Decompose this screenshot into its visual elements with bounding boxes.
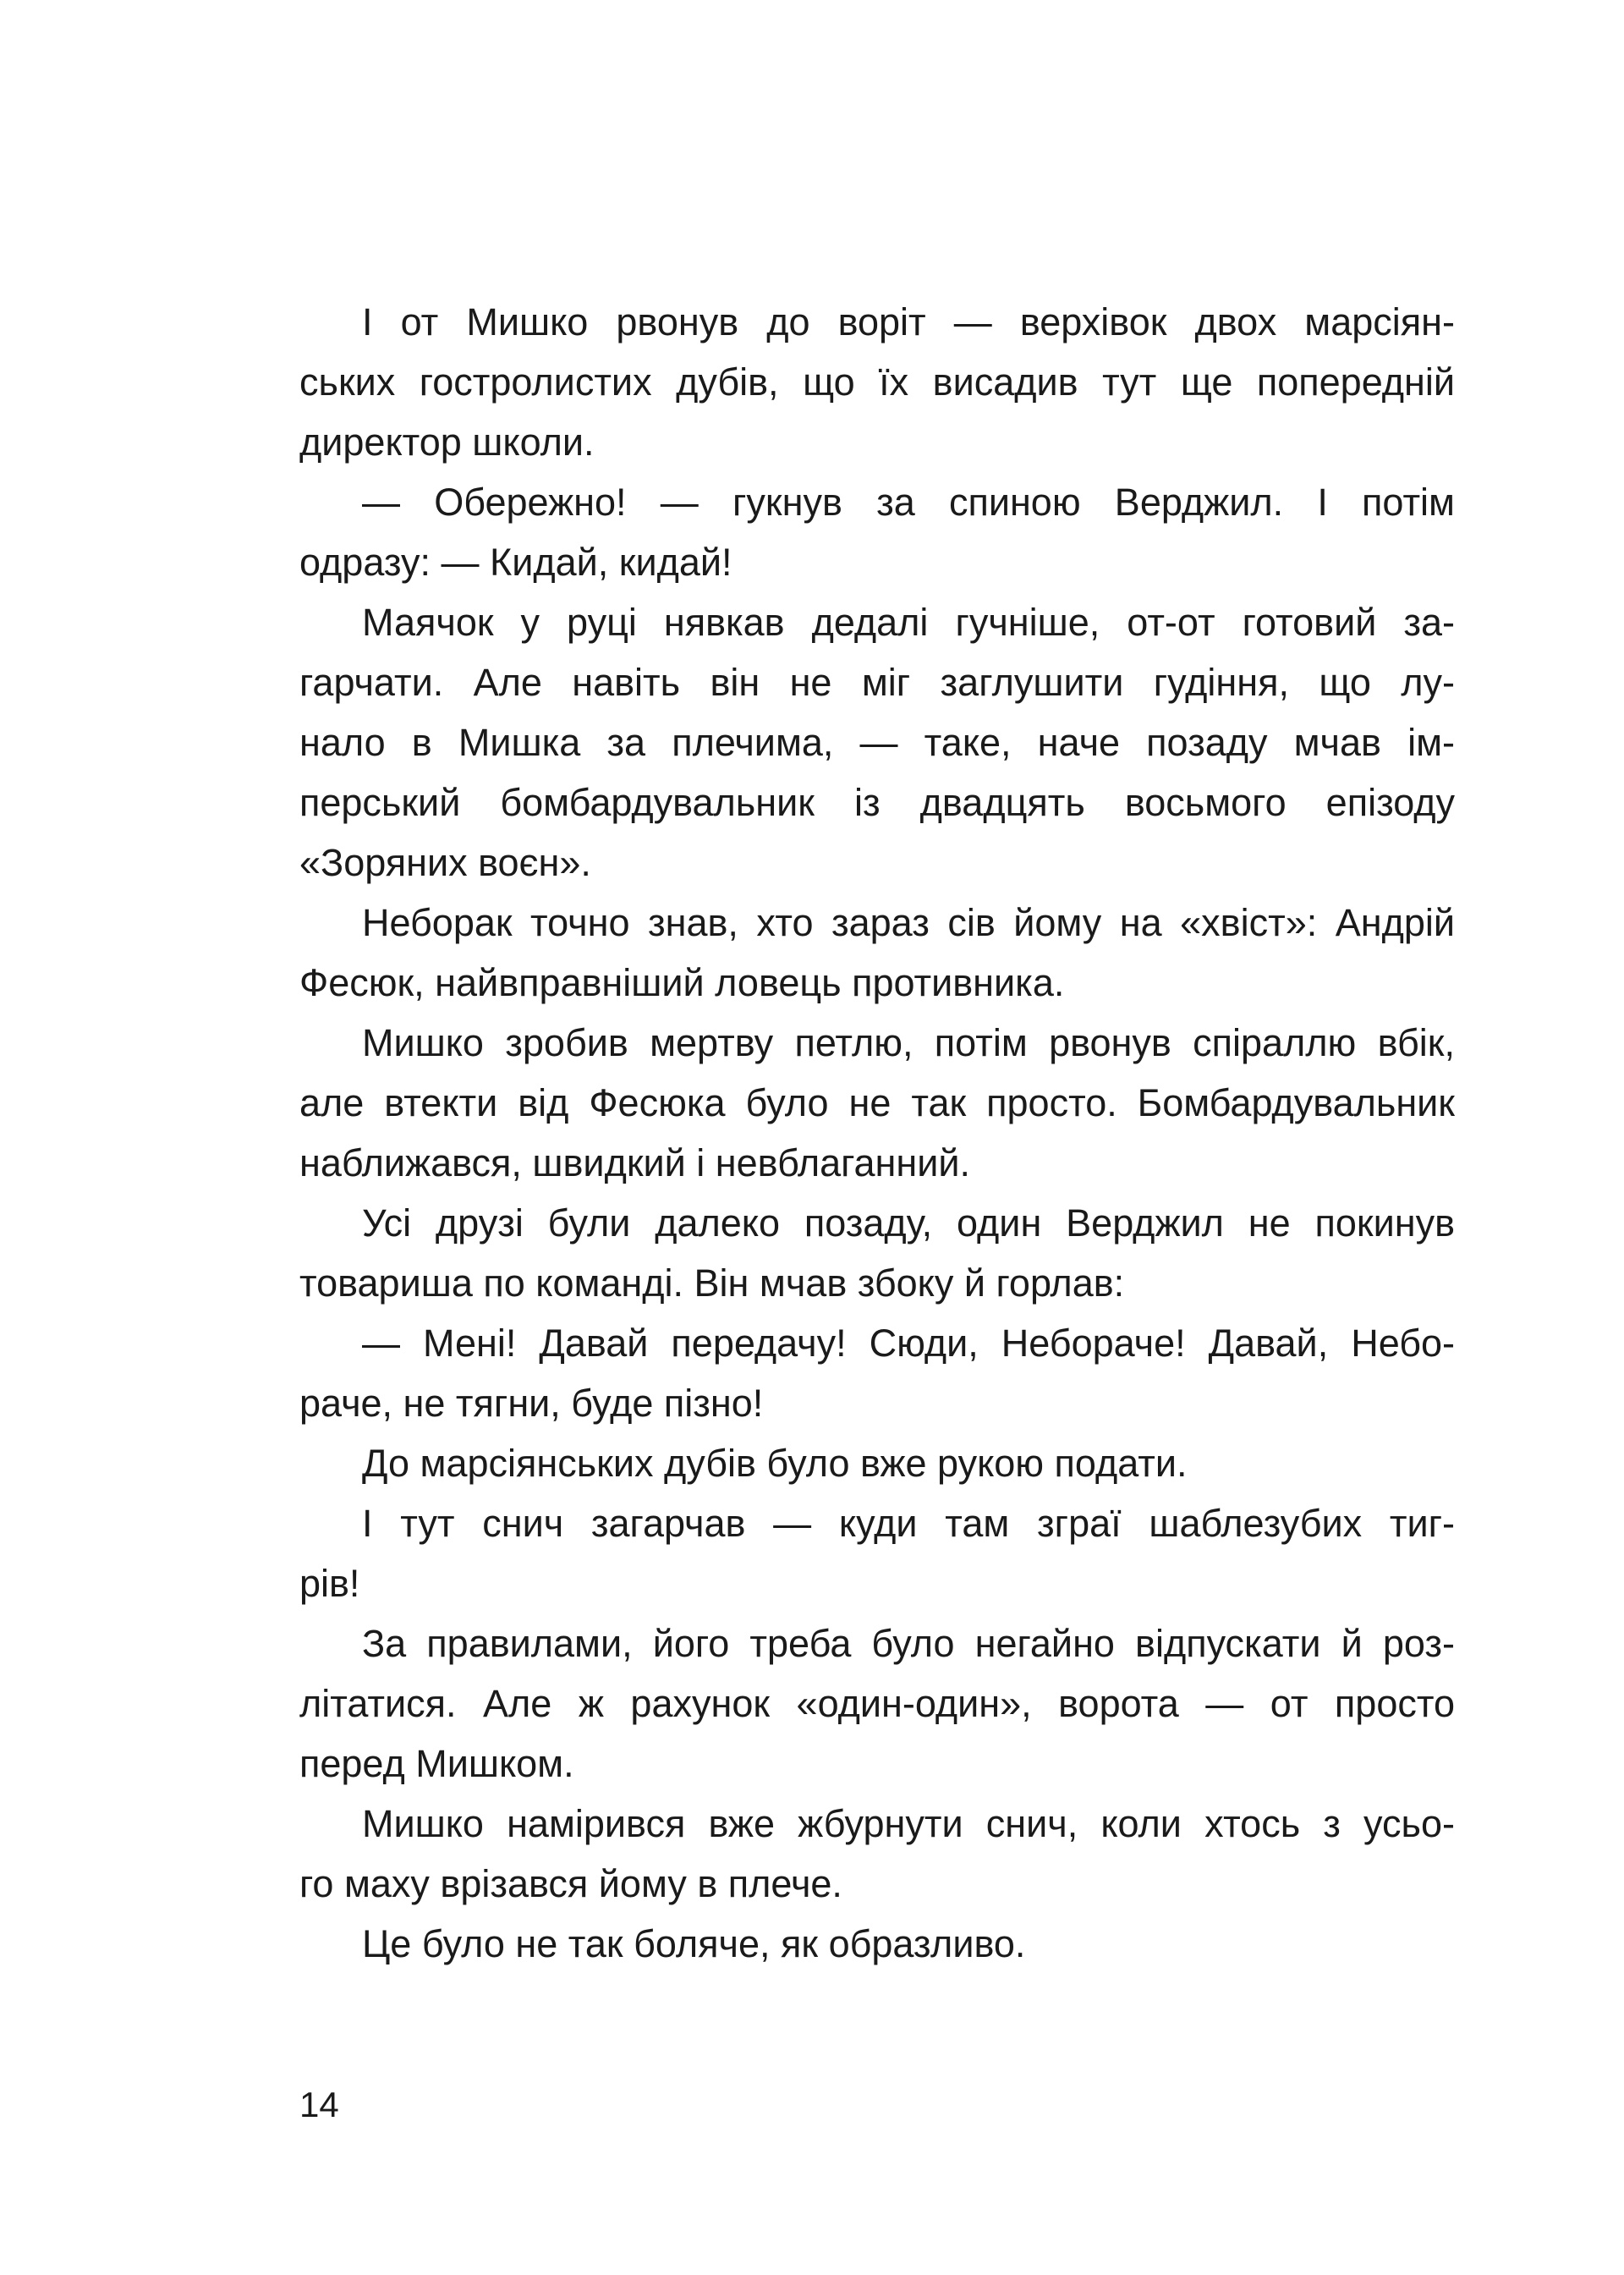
text-line: го маху врізався йому в плече.: [299, 1862, 842, 1905]
text-line: товариша по команді. Він мчав збоку й горлав:: [299, 1261, 1125, 1305]
text-line: ських гостролистих дубів, що їх висадив тут ще попередній: [299, 360, 1455, 404]
text-line: рів!: [299, 1562, 360, 1605]
text-line: перський бомбардувальник із двадцять восьмого епізоду: [299, 781, 1455, 824]
text-line: раче, не тягни, буде пізно!: [299, 1382, 764, 1425]
text-line: літатися. Але ж рахунок «один-один», ворота — от просто: [299, 1682, 1455, 1725]
text-line: До марсіянських дубів було вже рукою подати.: [362, 1442, 1188, 1485]
text-line: Неборак точно знав, хто зараз сів йому на «хвіст»: Андрій: [362, 901, 1455, 944]
text-line: За правилами, його треба було негайно відпускати й роз-: [362, 1622, 1455, 1665]
text-line: гарчати. Але навіть він не міг заглушити гудіння, що лу-: [299, 661, 1455, 704]
text-line: Маячок у руці нявкав дедалі гучніше, от-от готовий за-: [362, 601, 1455, 644]
text-line: Мишко зробив мертву петлю, потім рвонув спіраллю вбік,: [362, 1021, 1455, 1064]
page-number: 14: [299, 2085, 339, 2124]
text-line: — Обережно! — гукнув за спиною Верджил. І потім: [362, 481, 1455, 524]
text-line: нало в Мишка за плечима, — таке, наче позаду мчав ім-: [299, 721, 1455, 764]
text-line: наближався, швидкий і невблаганний.: [299, 1141, 971, 1184]
text-line: — Мені! Давай передачу! Сюди, Небораче! Давай, Небо-: [362, 1322, 1455, 1365]
text-line: Мишко намірився вже жбурнути снич, коли хтось з усьо-: [362, 1802, 1455, 1845]
text-line: але втекти від Фесюка було не так просто. Бомбардувальник: [299, 1081, 1455, 1124]
body-text: [299, 292, 1455, 1974]
text-line: Фесюк, найвправніший ловець противника.: [299, 961, 1065, 1004]
text-line: І от Мишко рвонув до воріт — верхівок двох марсіян-: [362, 300, 1455, 343]
text-line: «Зоряних воєн».: [299, 841, 591, 884]
text-line: Усі друзі були далеко позаду, один Верджил не покинув: [362, 1201, 1455, 1245]
text-line: Це було не так боляче, як образливо.: [362, 1922, 1026, 1965]
text-line: одразу: — Кидай, кидай!: [299, 541, 732, 584]
text-line: директор школи.: [299, 420, 595, 464]
text-line: І тут снич загарчав — куди там зграї шаблезубих тиг-: [362, 1502, 1455, 1545]
text-line: перед Мишком.: [299, 1742, 574, 1785]
